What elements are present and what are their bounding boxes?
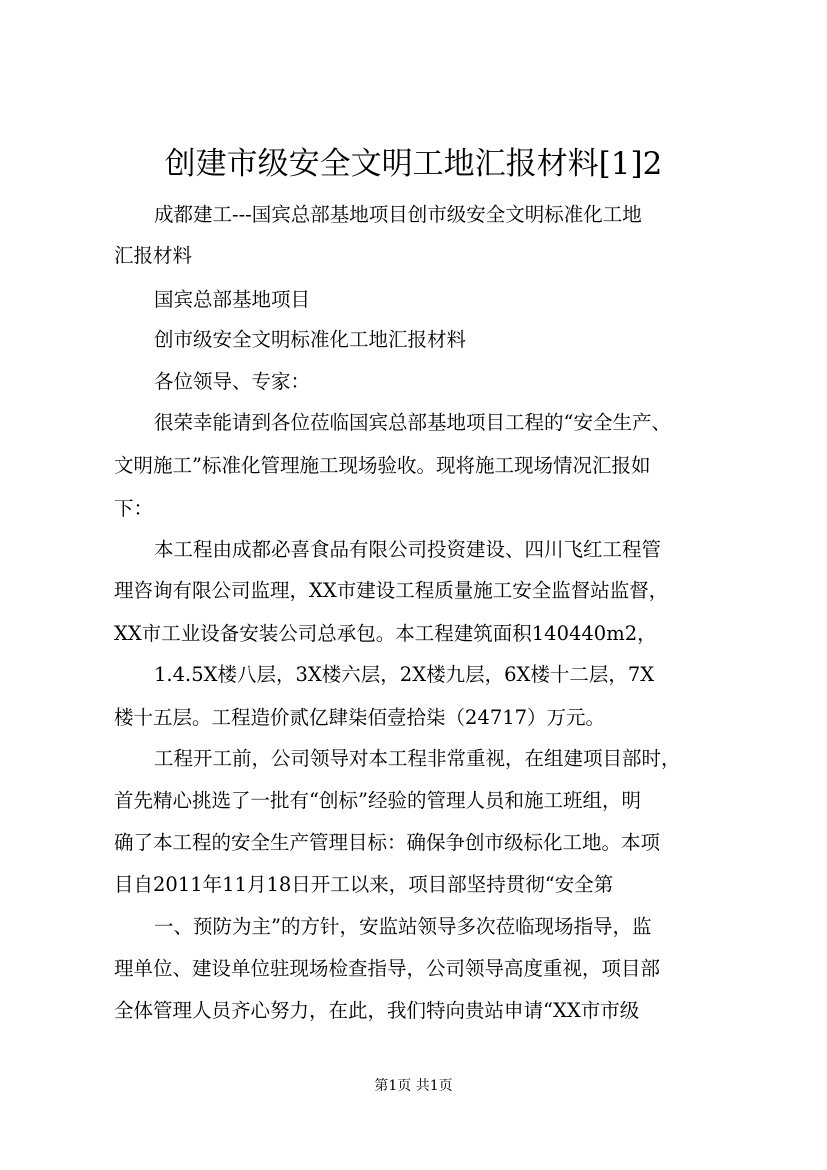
body-line: 目自2011年11月18日开工以来，项目部坚持贯彻“安全第 xyxy=(114,873,614,896)
body-line: 首先精心挑选了一批有“创标”经验的管理人员和施工班组，明 xyxy=(114,789,641,812)
body-line: XX市工业设备安装公司总承包。本工程建筑面积140440m2， xyxy=(114,622,657,645)
body-line: 1.4.5X楼八层，3X楼六层，2X楼九层，6X楼十二层，7X xyxy=(154,663,655,686)
body-line: 理单位、建设单位驻现场检查指导，公司领导高度重视，项目部 xyxy=(114,957,661,980)
body-line: 文明施工”标准化管理施工现场验收。现将施工现场情况汇报如 xyxy=(114,454,651,477)
body-line: 很荣幸能请到各位莅临国宾总部基地项目工程的“安全生产、 xyxy=(154,411,671,434)
body-line: 国宾总部基地项目 xyxy=(154,288,311,311)
page-number-footer: 第1页 共1页 xyxy=(374,1078,453,1094)
document-title: 创建市级安全文明工地汇报材料[1]2 xyxy=(164,146,663,182)
body-line: 一、预防为主”的方针，安监站领导多次莅临现场指导，监 xyxy=(154,915,652,938)
body-line: 本工程由成都必喜食品有限公司投资建设、四川飞红工程管 xyxy=(154,538,662,561)
body-line: 理咨询有限公司监理，XX市建设工程质量施工安全监督站监督， xyxy=(114,579,669,602)
body-line: 全体管理人员齐心努力，在此，我们特向贵站申请“XX市市级 xyxy=(114,999,640,1022)
body-line: 工程开工前，公司领导对本工程非常重视，在组建项目部时， xyxy=(154,747,681,770)
body-line: 汇报材料 xyxy=(114,244,193,267)
body-line: 下： xyxy=(114,497,154,520)
body-line: 各位领导、专家： xyxy=(154,370,311,393)
body-line: 楼十五层。工程造价贰亿肆柒佰壹拾柒（24717）万元。 xyxy=(114,706,606,729)
body-line: 成都建工---国宾总部基地项目创市级安全文明标准化工地 xyxy=(154,203,642,226)
body-line: 确了本工程的安全生产管理目标：确保争创市级标化工地。本项 xyxy=(114,831,661,854)
body-line: 创市级安全文明标准化工地汇报材料 xyxy=(154,328,467,351)
